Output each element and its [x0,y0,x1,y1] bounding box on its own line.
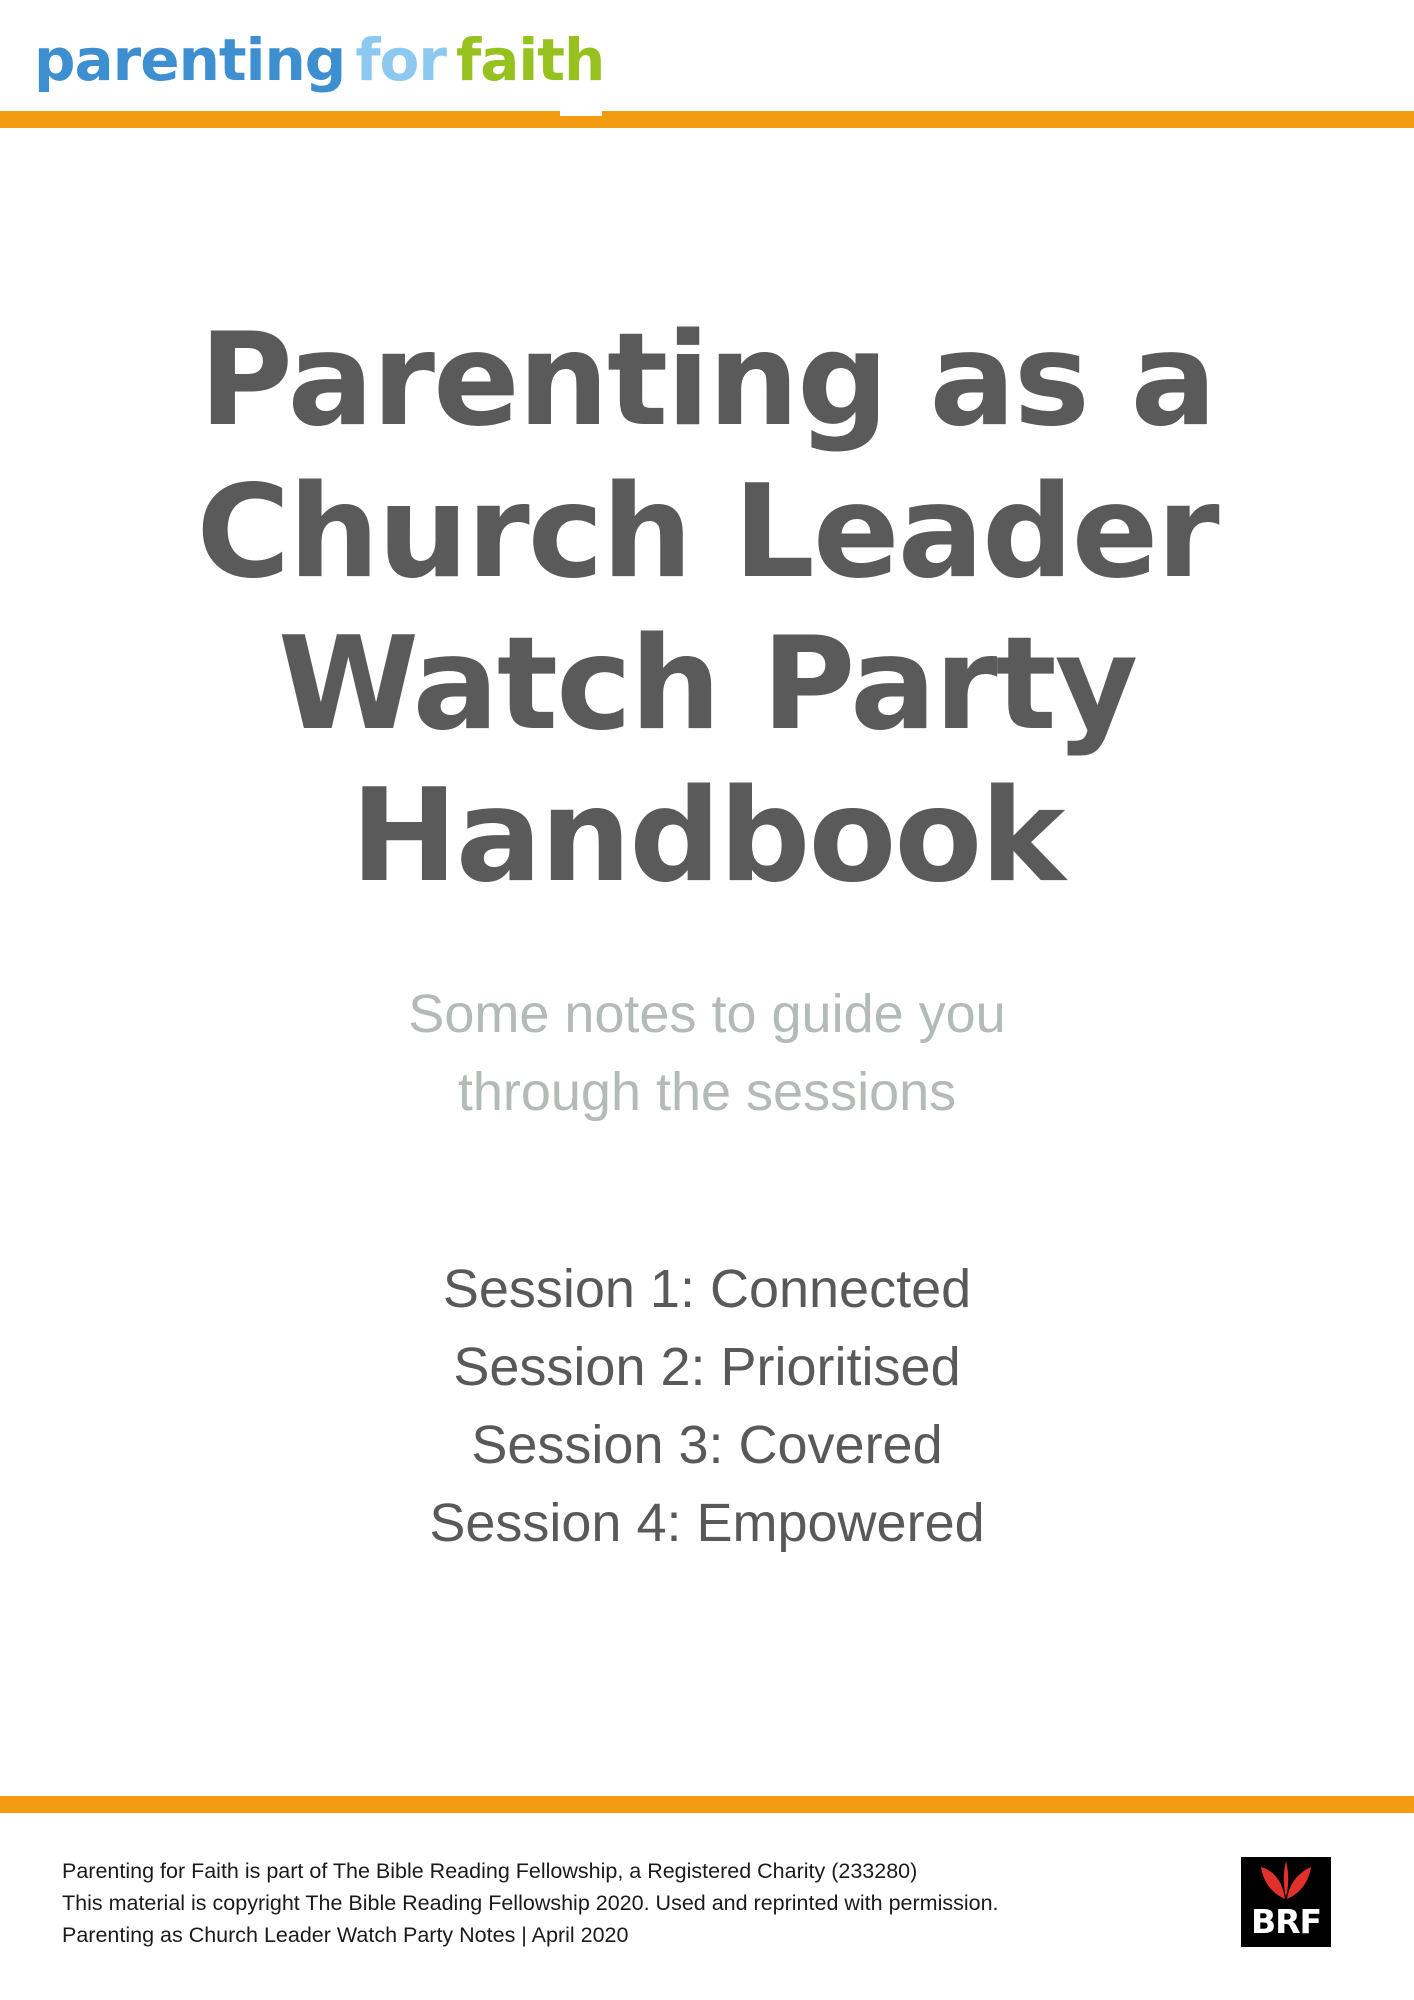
subtitle-line-2: through the sessions [457,1062,957,1122]
footer-text [62,1855,999,1951]
footer-line-document-info: Parenting as Church Leader Watch Party Notes | April 2020 [62,1923,629,1947]
session-item-1: Session 1: Connected [442,1259,972,1319]
brf-leaves-icon [1241,1857,1331,1907]
document-title [0,305,1414,913]
header-divider [0,111,1414,128]
session-item-4: Session 4: Empowered [429,1493,985,1553]
session-list [0,1250,1414,1562]
title-line-1: Parenting as a [199,306,1215,455]
document-subtitle [0,975,1414,1131]
footer-line-charity: Parenting for Faith is part of The Bible Reading Fellowship, a Registered Charity (233280) [62,1859,918,1883]
session-item-3: Session 3: Covered [471,1415,943,1475]
logo-word-for: for [355,26,446,94]
title-line-4: Handbook [350,762,1064,911]
footer-divider [0,1796,1414,1813]
title-line-3: Watch Party [277,610,1137,759]
brf-logo-text: BRF [1250,1902,1322,1941]
brf-logo [1241,1857,1331,1947]
footer-line-copyright: This material is copyright The Bible Reading Fellowship 2020. Used and reprinted with permission. [62,1891,999,1915]
header-divider-notch [560,111,602,116]
title-line-2: Church Leader [196,458,1218,607]
logo-word-parenting: parenting [34,26,346,94]
session-item-2: Session 2: Prioritised [453,1337,961,1397]
subtitle-line-1: Some notes to guide you [408,984,1006,1044]
logo-word-faith: faith [456,26,605,94]
parenting-for-faith-logo [34,20,604,100]
